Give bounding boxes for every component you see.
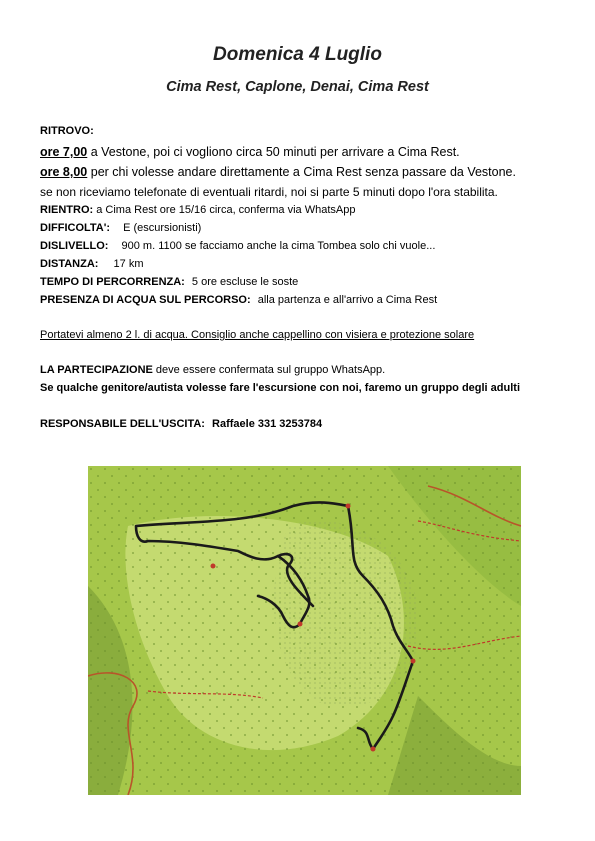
tempo-label: TEMPO DI PERCORRENZA: — [40, 276, 185, 288]
difficolta-row — [40, 222, 201, 234]
rientro-value: a Cima Rest ore 15/16 circa, conferma via WhatsApp — [93, 204, 356, 216]
genitori-note: Se qualche genitore/autista volesse fare l'escursione con noi, faremo un gruppo degli adulti — [40, 382, 520, 394]
rientro-row — [40, 204, 355, 216]
responsabile-value: Raffaele 331 3253784 — [212, 418, 323, 430]
route-marker-4 — [371, 747, 376, 752]
acqua-value: alla partenza e all'arrivo a Cima Rest — [257, 294, 438, 306]
distanza-label: DISTANZA: — [40, 258, 99, 270]
route-map — [88, 466, 521, 795]
ritrovo-text-1: a Vestone, poi ci vogliono circa 50 minuti per arrivare a Cima Rest. — [87, 145, 460, 159]
page-title: Domenica 4 Luglio — [213, 44, 382, 65]
tempo-row — [40, 276, 298, 288]
route-marker-3 — [298, 622, 303, 627]
tempo-value: 5 ore escluse le soste — [191, 276, 299, 288]
ritrovo-time-2: ore 8,00 — [40, 165, 88, 179]
route-marker-1 — [346, 504, 351, 509]
dislivello-label: DISLIVELLO: — [40, 240, 109, 252]
dislivello-row — [40, 240, 435, 252]
responsabile-label: RESPONSABILE DELL'USCITA: — [40, 418, 205, 430]
dislivello-value: 900 m. 1100 se facciamo anche la cima Tombea solo chi vuole... — [121, 240, 436, 252]
rientro-label: RIENTRO: — [40, 204, 94, 216]
route-marker-5 — [211, 564, 216, 569]
partecipazione-row — [40, 364, 385, 376]
page-subtitle: Cima Rest, Caplone, Denai, Cima Rest — [166, 79, 429, 95]
ritrovo-line-1 — [40, 145, 460, 159]
difficolta-label: DIFFICOLTA': — [40, 222, 111, 234]
ritrovo-line-2 — [40, 165, 516, 179]
ritrovo-time-1: ore 7,00 — [40, 145, 88, 159]
partecipazione-label: LA PARTECIPAZIONE — [40, 364, 153, 376]
ritrovo-line-3: se non riceviamo telefonate di eventuali ritardi, noi si parte 5 minuti dopo l'ora stabilita. — [40, 185, 498, 199]
distanza-row — [40, 258, 144, 270]
difficolta-value: E (escursionisti) — [123, 222, 202, 234]
distanza-value: 17 km — [113, 258, 144, 270]
ritrovo-text-2: per chi volesse andare direttamente a Cima Rest senza passare da Vestone. — [87, 165, 516, 179]
water-note: Portatevi almeno 2 l. di acqua. Consiglio anche cappellino con visiera e protezione solare — [40, 329, 475, 341]
ritrovo-label: RITROVO: — [40, 125, 94, 137]
acqua-row — [40, 294, 437, 306]
responsabile-row — [40, 418, 322, 430]
route-marker-2 — [411, 659, 416, 664]
partecipazione-text: deve essere confermata sul gruppo WhatsApp. — [152, 364, 386, 376]
acqua-label: PRESENZA DI ACQUA SUL PERCORSO: — [40, 294, 251, 306]
